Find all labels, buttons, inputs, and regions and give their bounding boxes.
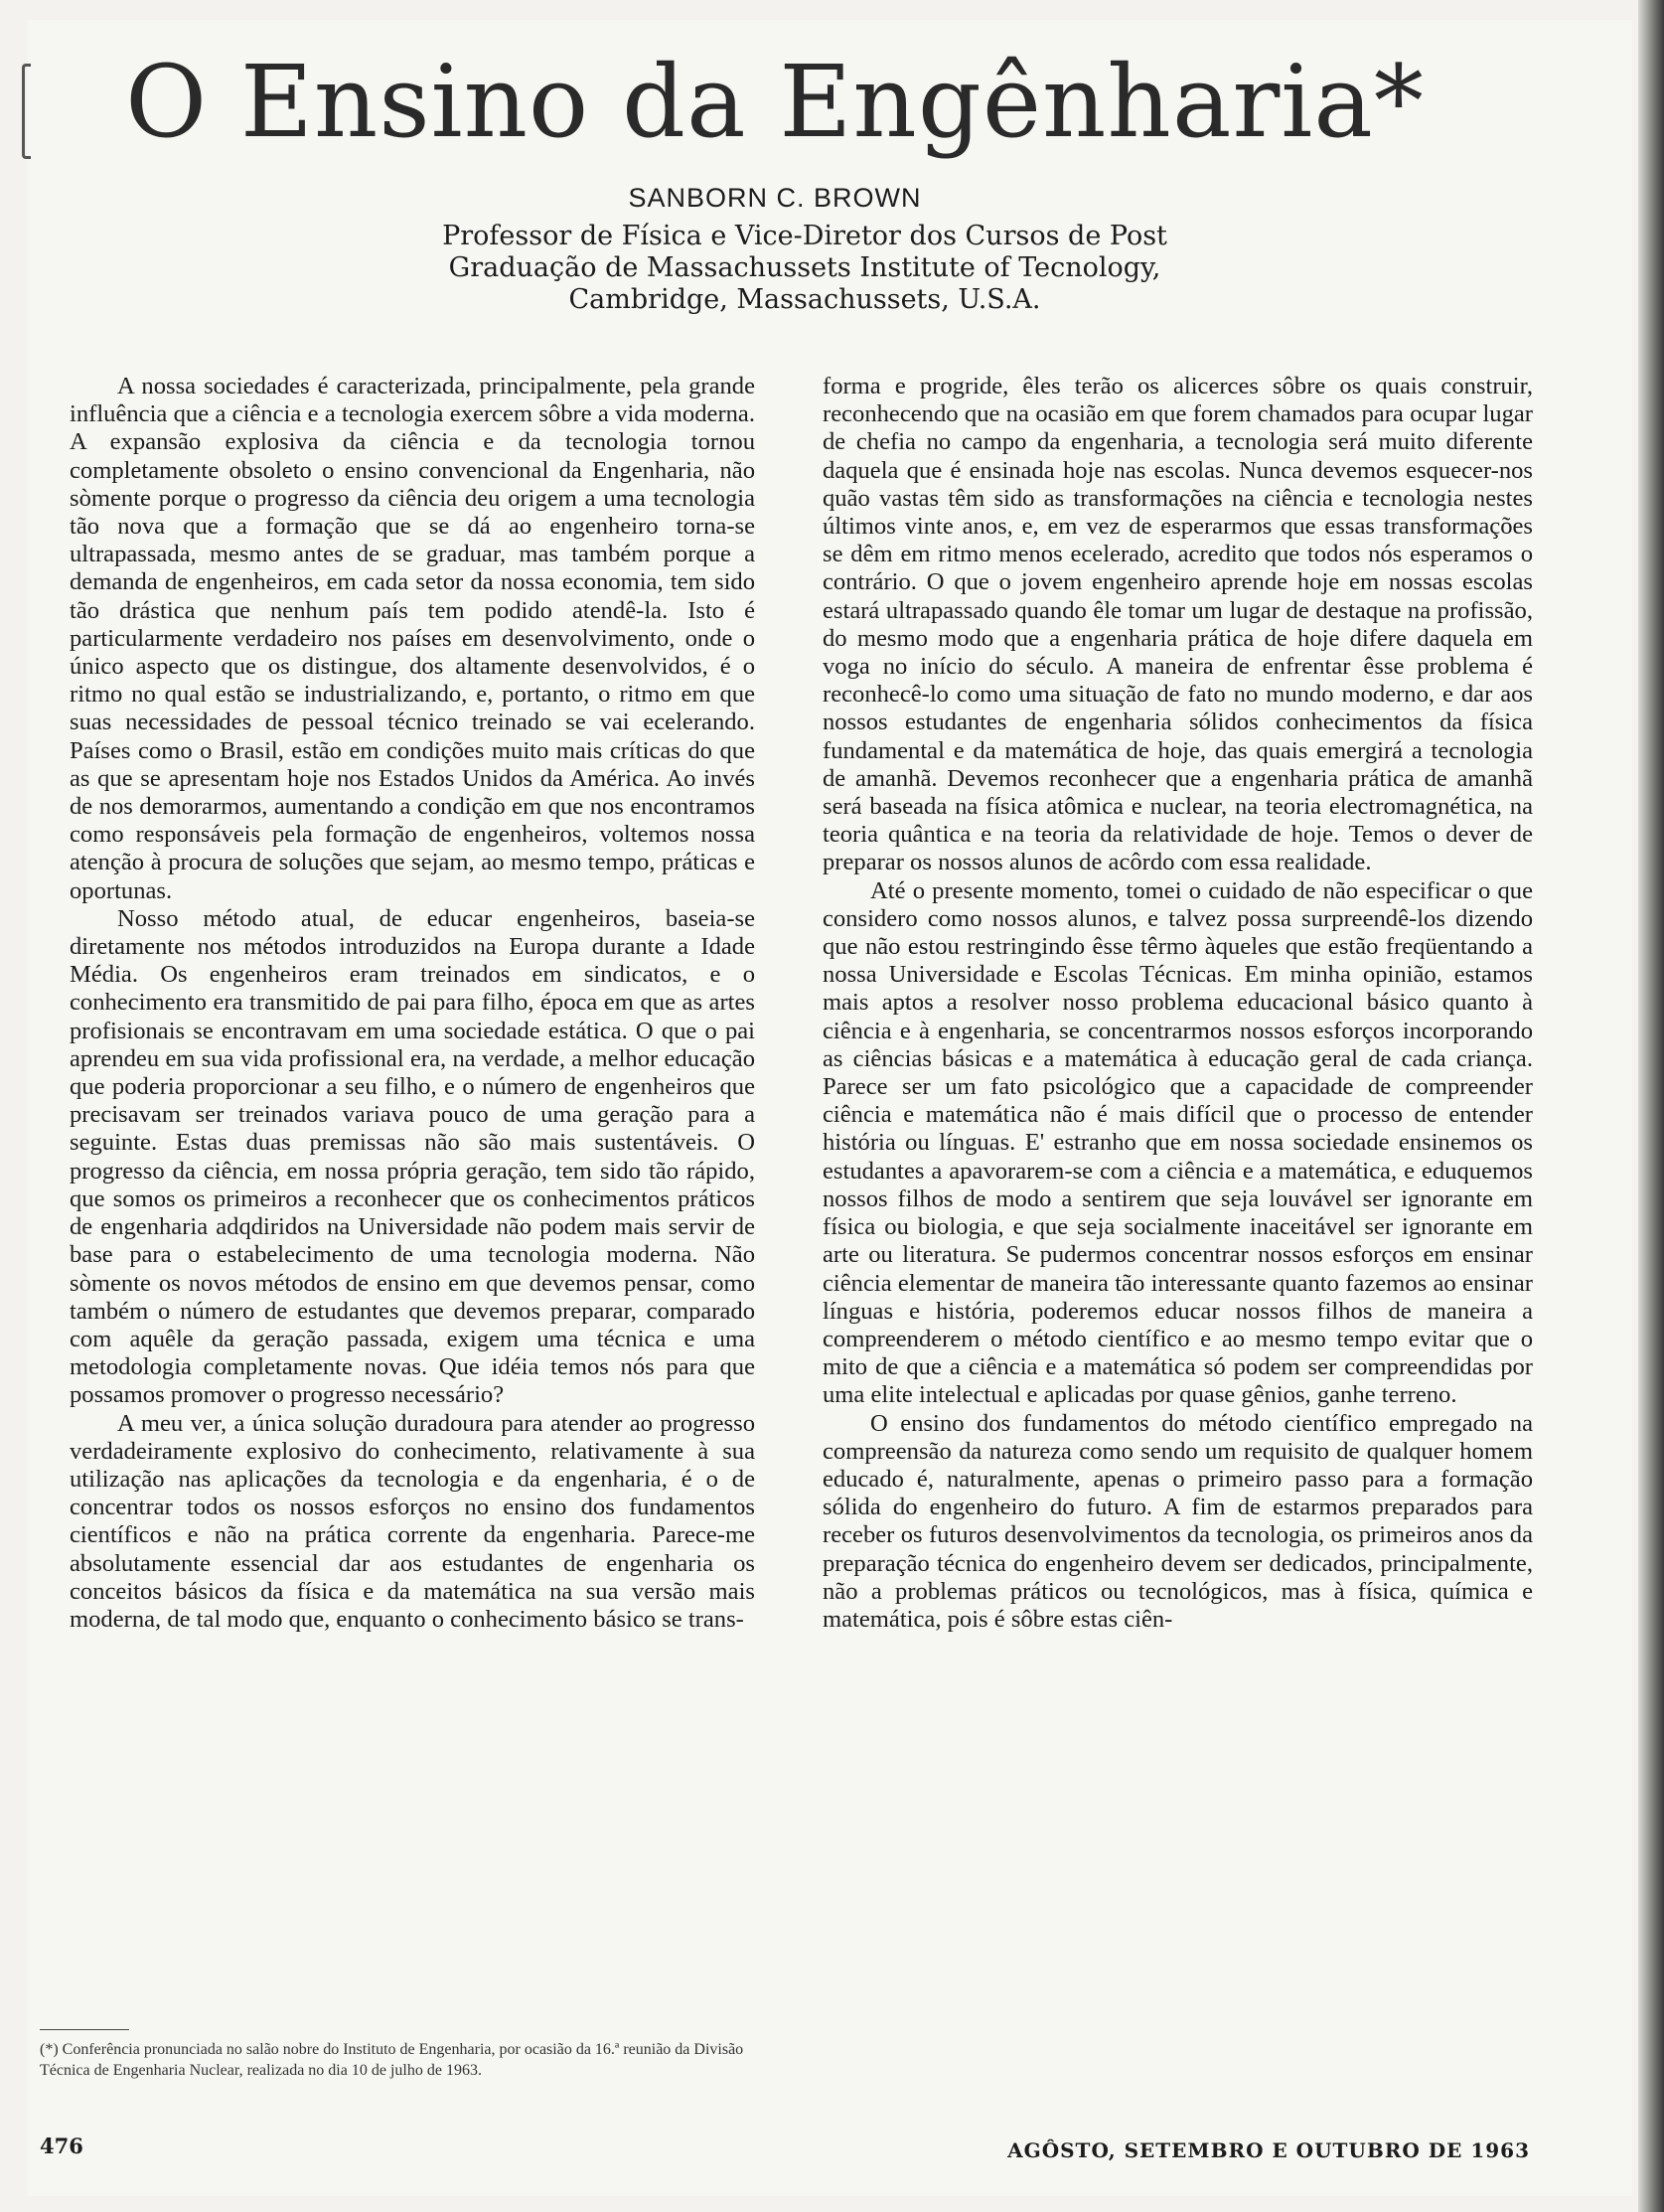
left-column [70,373,755,1634]
page-number: 476 [40,2133,83,2158]
right-column [823,373,1533,1634]
paragraph: Nosso método atual, de educar engenheiros, baseia-se diretamente nos métodos introduzidos na Europa durante a Idade Média. Os engenheiros eram treinados em sindicatos, e o conhecimento era transmitido de pai para filho, época em que as artes profisionais se encontravam em uma sociedade estática. O que o pai aprendeu em sua vida profissional era, na verdade, a melhor educação que poderia proporcionar a seu filho, e o número de engenheiros que precisavam ser treinados variava pouco de uma geração para a seguinte. Estas duas premissas não são mais sustentáveis. O progresso da ciência, em nossa própria geração, tem sido tão rápido, que somos os primeiros a reconhecer que os conhecimentos práticos de engenharia adqdiridos na Universidade não podem mais servir de base para o estabelecimento de uma tecnologia moderna. Não sòmente os novos métodos de ensino em que devemos pensar, como também o número de estudantes que devemos preparar, comparado com aquêle da geração passada, exigem uma técnica e uma metodologia completamente novas. Que idéia temos nós para que possamos promover o progresso necessário? [70,904,755,1409]
article-title: O Ensino da Engênharia* [125,44,1425,160]
footnote: (*) Conferência pronunciada no salão nobre do Instituto de Engenharia, por ocasião da 16.ª reunião da Divisão Técnica de Engenharia Nuclear, realizada no dia 10 de julho de 1963. [40,2041,744,2079]
issue-date: AGÔSTO, SETEMBRO E OUTUBRO DE 1963 [1007,2138,1530,2162]
affiliation-line: Professor de Física e Vice-Diretor dos Cursos de Post [442,221,1167,251]
binding-edge [1638,0,1664,2212]
paragraph: A nossa sociedades é caracterizada, principalmente, pela grande influência que a ciência e a tecnologia exercem sôbre a vida moderna. A expansão explosiva da ciência e da tecnologia tornou completamente obsoleto o ensino convencional da Engenharia, não sòmente porque o progresso da ciência deu origem a uma tecnologia tão nova que a formação que se dá ao engenheiro torna-se ultrapassada, mesmo antes de se graduar, mas também porque a demanda de engenheiros, em cada setor da nossa economia, tem sido tão drástica que nenhum país tem podido atendê-la. Isto é particularmente verdadeiro nos países em desenvolvimento, onde o único aspecto que os distingue, dos altamente desenvolvidos, é o ritmo no qual estão se industrializando, e, portanto, o ritmo em que suas necessidades de pessoal técnico treinado se vai ecelerando. Países como o Brasil, estão em condições muito mais críticas do que as que se apresentam hoje nos Estados Unidos da América. Ao invés de nos demorarmos, aumentando a condição em que nos encontramos como responsáveis pela formação de engenheiros, voltemos nossa atenção à procura de soluções que sejam, ao mesmo tempo, práticas e oportunas. [70,373,755,904]
affiliation-line: Graduação de Massachussets Institute of Tecnology, [448,252,1161,283]
paragraph: O ensino dos fundamentos do método científico empregado na compreensão da natureza como sendo um requisito de qualquer homem educado é, naturalmente, apenas o primeiro passo para a formação sólida do engenheiro do futuro. A fim de estarmos preparados para receber os futuros desenvolvimentos da tecnologia, os primeiros anos da preparação técnica do engenheiro devem ser dedicados, principalmente, não a problemas práticos ou tecnológicos, mas à física, química e matemática, pois é sôbre estas ciên- [823,1409,1533,1633]
author-name: SANBORN C. BROWN [628,183,922,213]
paragraph: Até o presente momento, tomei o cuidado de não especificar o que considero como nossos alunos, e talvez possa surpreendê-los dizendo que não estou restringindo êsse têrmo àqueles que estão freqüentando a nossa Universidade e Escolas Técnicas. Em minha opinião, estamos mais aptos a resolver nosso problema educacional básico quanto à ciência e à engenharia, se concentrarmos nossos esforços incorporando as ciências básicas e a matemática à educação geral de cada criança. Parece ser um fato psicológico que a capacidade de compreender ciência e matemática não é mais difícil que o processo de entender história ou línguas. E' estranho que em nossa sociedade ensinemos os estudantes a apavorarem-se com a ciência e a matemática, e eduquemos nossos filhos de modo a sentirem que seja louvável ser ignorante em física ou biologia, e que seja socialmente inaceitável ser ignorante em arte ou literatura. Se pudermos concentrar nossos esforços em ensinar ciência elementar de maneira tão interessante quanto fazemos ao ensinar línguas e história, poderemos educar nossos filhos de maneira a compreenderem o método científico e ao mesmo tempo evitar que o mito de que a ciência e a matemática só podem ser compreendidas por uma elite intelectual e aplicadas por quase gênios, ganhe terreno. [823,876,1533,1409]
author-affiliation [338,221,1272,316]
paragraph: forma e progride, êles terão os alicerces sôbre os quais construir, reconhecendo que na ocasião em que forem chamados para ocupar lugar de chefia no campo da engenharia, a tecnologia será muito diferente daquela que é ensinada hoje nas escolas. Nunca devemos esquecer-nos quão vastas têm sido as transformações na ciência e tecnologia nestes últimos vinte anos, e, em vez de esperarmos que essas transformações se dêm em ritmo menos ecelerado, acredito que todos nós esperamos o contrário. O que o jovem engenheiro aprende hoje em nossas escolas estará ultrapassado quando êle tomar um lugar de destaque na profissão, do mesmo modo que a engenharia prática de hoje difere daquela em voga no início do século. A maneira de enfrentar êsse problema é reconhecê-lo como uma situação de fato no mundo moderno, e dar aos nossos estudantes de engenharia sólidos conhecimentos da física fundamental e da matemática de hoje, das quais emergirá a tecnologia de amanhã. Devemos reconhecer que a engenharia prática de amanhã será baseada na física atômica e nuclear, na teoria electromagnética, na teoria quântica e na teoria da relatividade de hoje. Temos o dever de preparar os nossos alunos de acôrdo com essa realidade. [823,373,1533,876]
affiliation-line: Cambridge, Massachussets, U.S.A. [568,284,1041,315]
paragraph: A meu ver, a única solução duradoura para atender ao progresso verdadeiramente explosivo do conhecimento, relativamente à sua utilização nas aplicações da tecnologia e da engenharia, é o de concentrar todos os nossos esforços no ensino dos fundamentos científicos e não na prática corrente da engenharia. Parece-me absolutamente essencial dar aos estudantes de engenharia os conceitos básicos da física e da matemática na sua versão mais moderna, de tal modo que, enquanto o conhecimento básico se trans- [70,1409,755,1633]
footnote-divider [40,2029,129,2030]
